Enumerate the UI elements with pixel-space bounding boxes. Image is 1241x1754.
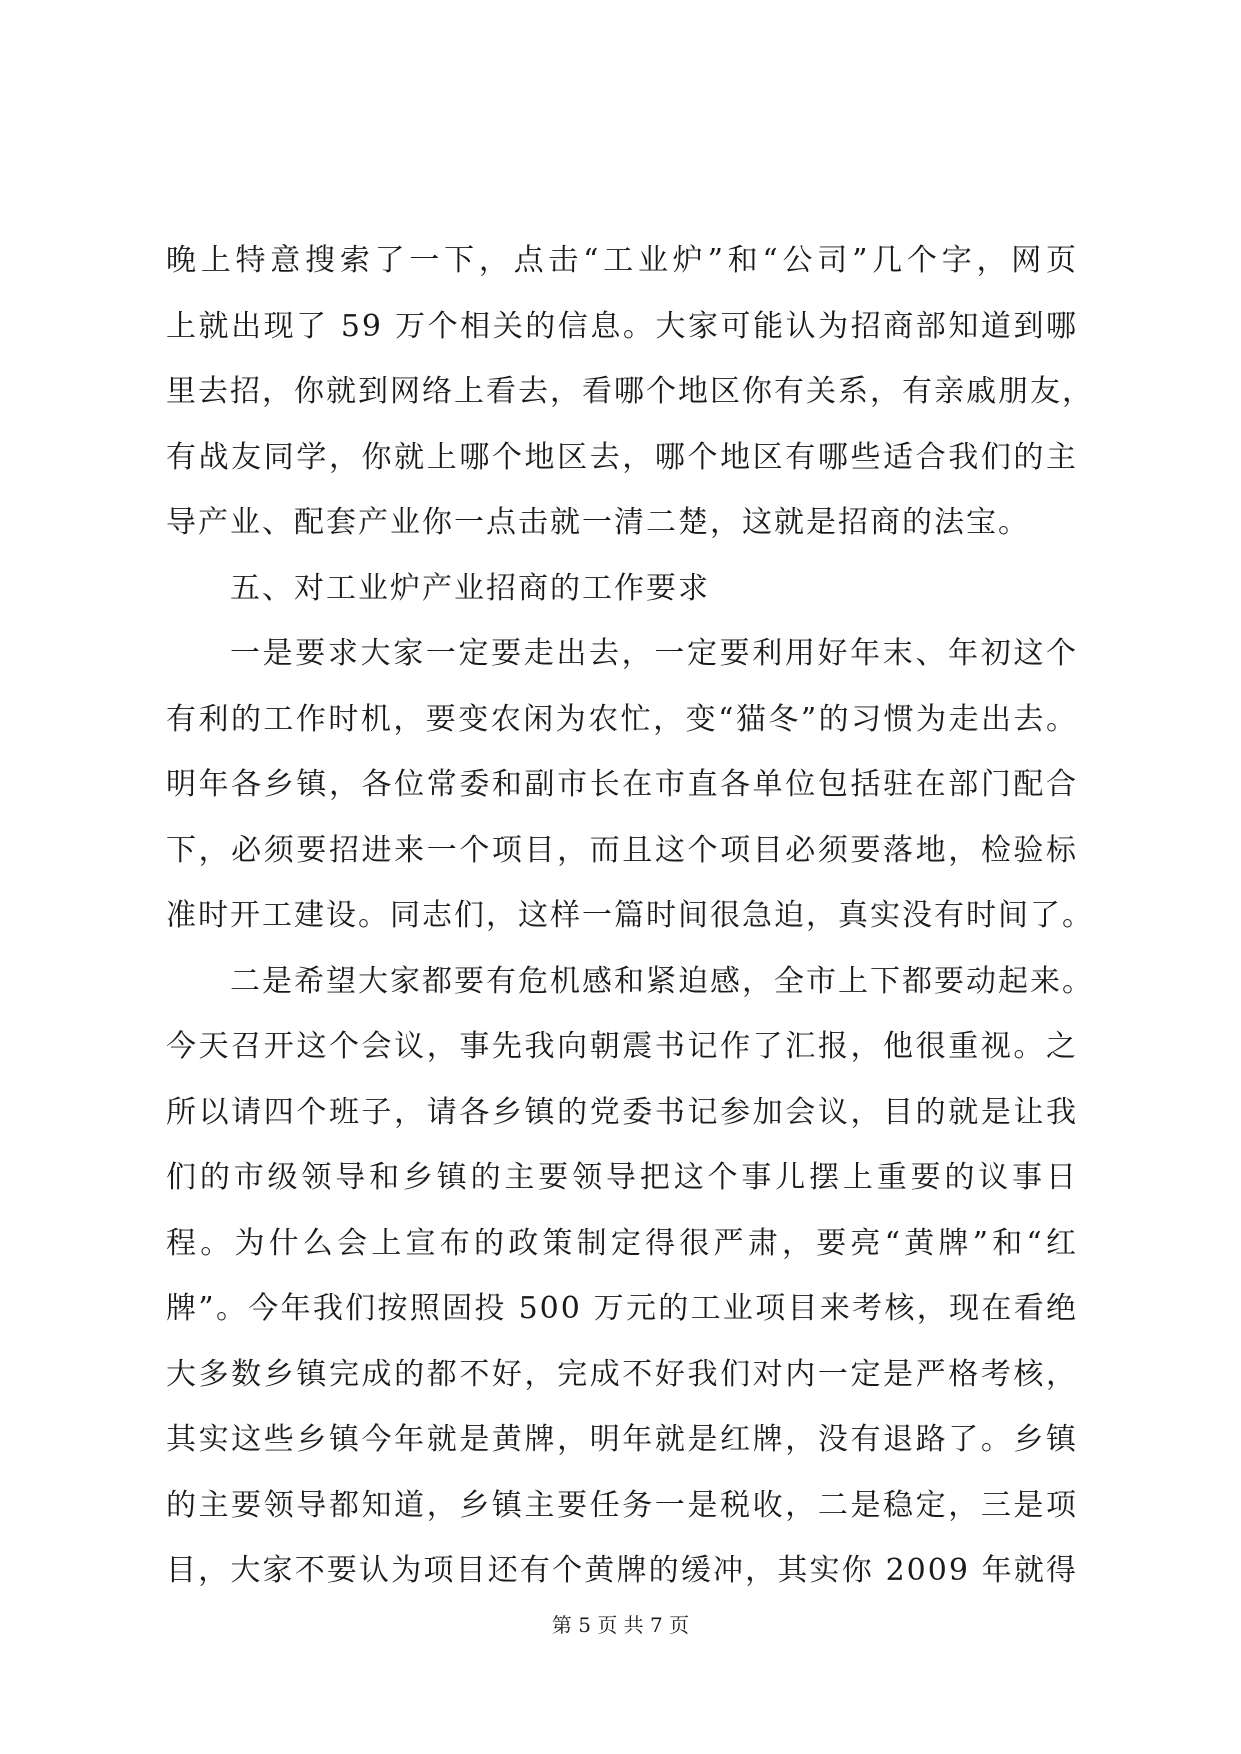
text-line: 准时开工建设。同志们，这样一篇时间很急迫，真实没有时间了。 bbox=[166, 898, 1094, 933]
body-text bbox=[166, 228, 1094, 1604]
text-line: 里去招，你就到网络上看去，看哪个地区你有关系，有亲戚朋友， bbox=[166, 374, 1094, 409]
text-line: 目，大家不要认为项目还有个黄牌的缓冲，其实你 2009 年就得 bbox=[166, 1553, 1078, 1588]
text-line: 二是希望大家都要有危机感和紧迫感，全市上下都要动起来。 bbox=[230, 963, 1094, 999]
text-line: 牌”。今年我们按照固投 500 万元的工业项目来考核，现在看绝 bbox=[166, 1291, 1078, 1326]
text-line: 上就出现了 59 万个相关的信息。大家可能认为招商部知道到哪 bbox=[166, 308, 1078, 344]
text-line: 所以请四个班子，请各乡镇的党委书记参加会议，目的就是让我 bbox=[166, 1094, 1078, 1130]
text-line: 其实这些乡镇今年就是黄牌，明年就是红牌，没有退路了。乡镇 bbox=[166, 1422, 1078, 1457]
text-line: 大多数乡镇完成的都不好，完成不好我们对内一定是严格考核， bbox=[166, 1356, 1078, 1392]
text-line: 明年各乡镇，各位常委和副市长在市直各单位包括驻在部门配合 bbox=[166, 767, 1078, 802]
text-line: 今天召开这个会议，事先我向朝震书记作了汇报，他很重视。之 bbox=[166, 1029, 1078, 1064]
text-line: 程。为什么会上宣布的政策制定得很严肃，要亮“黄牌”和“红 bbox=[166, 1225, 1078, 1261]
text-line: 下，必须要招进来一个项目，而且这个项目必须要落地，检验标 bbox=[166, 832, 1078, 868]
text-line: 一是要求大家一定要走出去，一定要利用好年末、年初这个 bbox=[230, 636, 1078, 671]
text-line: 晚上特意搜索了一下，点击“工业炉”和“公司”几个字，网页 bbox=[166, 243, 1078, 278]
text-line: 的主要领导都知道，乡镇主要任务一是税收，二是稳定，三是项 bbox=[166, 1487, 1078, 1523]
section-heading: 五、对工业炉产业招商的工作要求 bbox=[230, 570, 710, 606]
text-line: 有战友同学，你就上哪个地区去，哪个地区有哪些适合我们的主 bbox=[166, 439, 1078, 475]
text-line: 有利的工作时机，要变农闲为农忙，变“猫冬”的习惯为走出去。 bbox=[166, 701, 1078, 737]
text-line: 们的市级领导和乡镇的主要领导把这个事儿摆上重要的议事日 bbox=[166, 1160, 1078, 1195]
page-number-footer: 第 5 页 共 7 页 bbox=[551, 1613, 690, 1637]
text-line: 导产业、配套产业你一点击就一清二楚，这就是招商的法宝。 bbox=[166, 505, 1030, 540]
